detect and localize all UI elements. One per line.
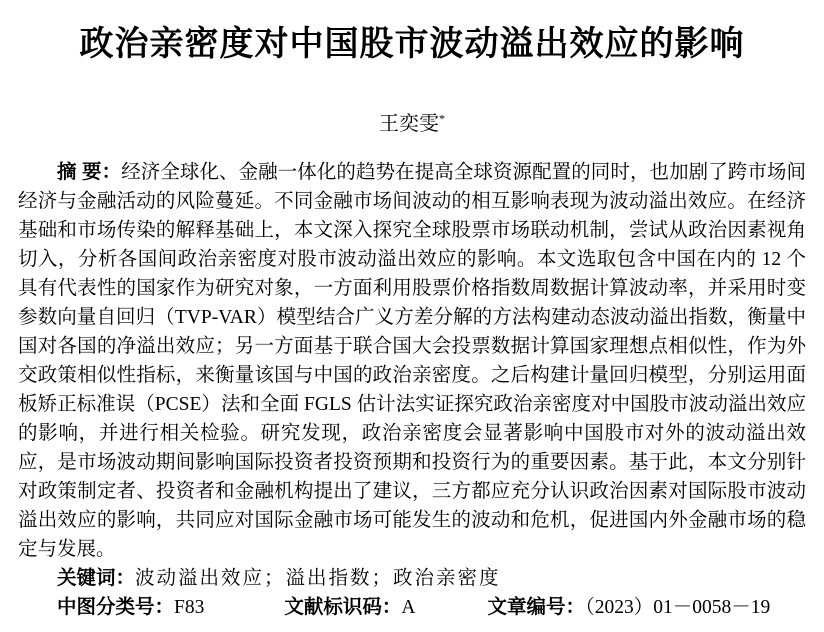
article-id-value: （2023）01－0058－19 — [585, 597, 771, 618]
abstract-text: 经济全球化、金融一体化的趋势在提高全球资源配置的同时，也加剧了跨市场间经济与金融活动的风险蔓延。不同金融市场间波动的相互影响表现为波动溢出效应。在经济基础和市场传染的解释基础上，本文深入探究全球股票市场联动机制，尝试从政治因素视角切入，分析各国间政治亲密度对股市波动溢出效应的影响。本文选取包含中国在内的 12 个具有代表性的国家作为研究对象，一方面利用股票价格指数周数据计算波动率，并采用时变参数向量自回归（TVP-VAR）模型结合广义方差分解的方法构建动态波动溢出指数，衡量中国对各国的净溢出效应；另一方面基于联合国大会投票数据计算国家理想点相似性，作为外交政策相似性指标，来衡量该国与中国的政治亲密度。之后构建计量回归模型，分别运用面板矫正标准误（PCSE）法和全面 FGLS 估计法实证探究政治亲密度对中国股市波动溢出效应的影响，并进行相关检验。研究发现，政治亲密度会显著影响中国股市对外的波动溢出效应，是市场波动期间影响国际投资者投资预期和投资行为的重要因素。基于此，本文分别针对政策制定者、投资者和金融机构提出了建议，三方都应充分认识政治因素对国际股市波动溢出效应的影响，共同应对国际金融市场可能发生的波动和危机，促进国内外金融市场的稳定与发展。 — [18, 162, 806, 560]
keywords-text: 波动溢出效应；溢出指数；政治亲密度 — [135, 568, 501, 589]
author-line — [0, 110, 824, 138]
article-id-label: 文章编号： — [487, 596, 585, 618]
meta-line — [18, 593, 806, 622]
clc-label: 中图分类号： — [57, 596, 175, 618]
doc-code-value: A — [401, 597, 416, 618]
paper-title: 政治亲密度对中国股市波动溢出效应的影响 — [79, 26, 745, 63]
keywords-line — [18, 564, 806, 593]
author-name: 王奕雯 — [379, 113, 439, 135]
clc-value: F83 — [174, 597, 205, 618]
author-footnote-mark: * — [439, 111, 445, 126]
abstract-paragraph — [18, 158, 806, 564]
doc-code-item — [284, 597, 415, 618]
keywords-label: 关键词： — [57, 567, 136, 589]
article-id-item — [487, 597, 770, 618]
clc-item — [57, 597, 204, 618]
abstract-label: 摘 要： — [57, 161, 122, 183]
doc-code-label: 文献标识码： — [284, 596, 402, 618]
front-matter — [18, 158, 806, 622]
